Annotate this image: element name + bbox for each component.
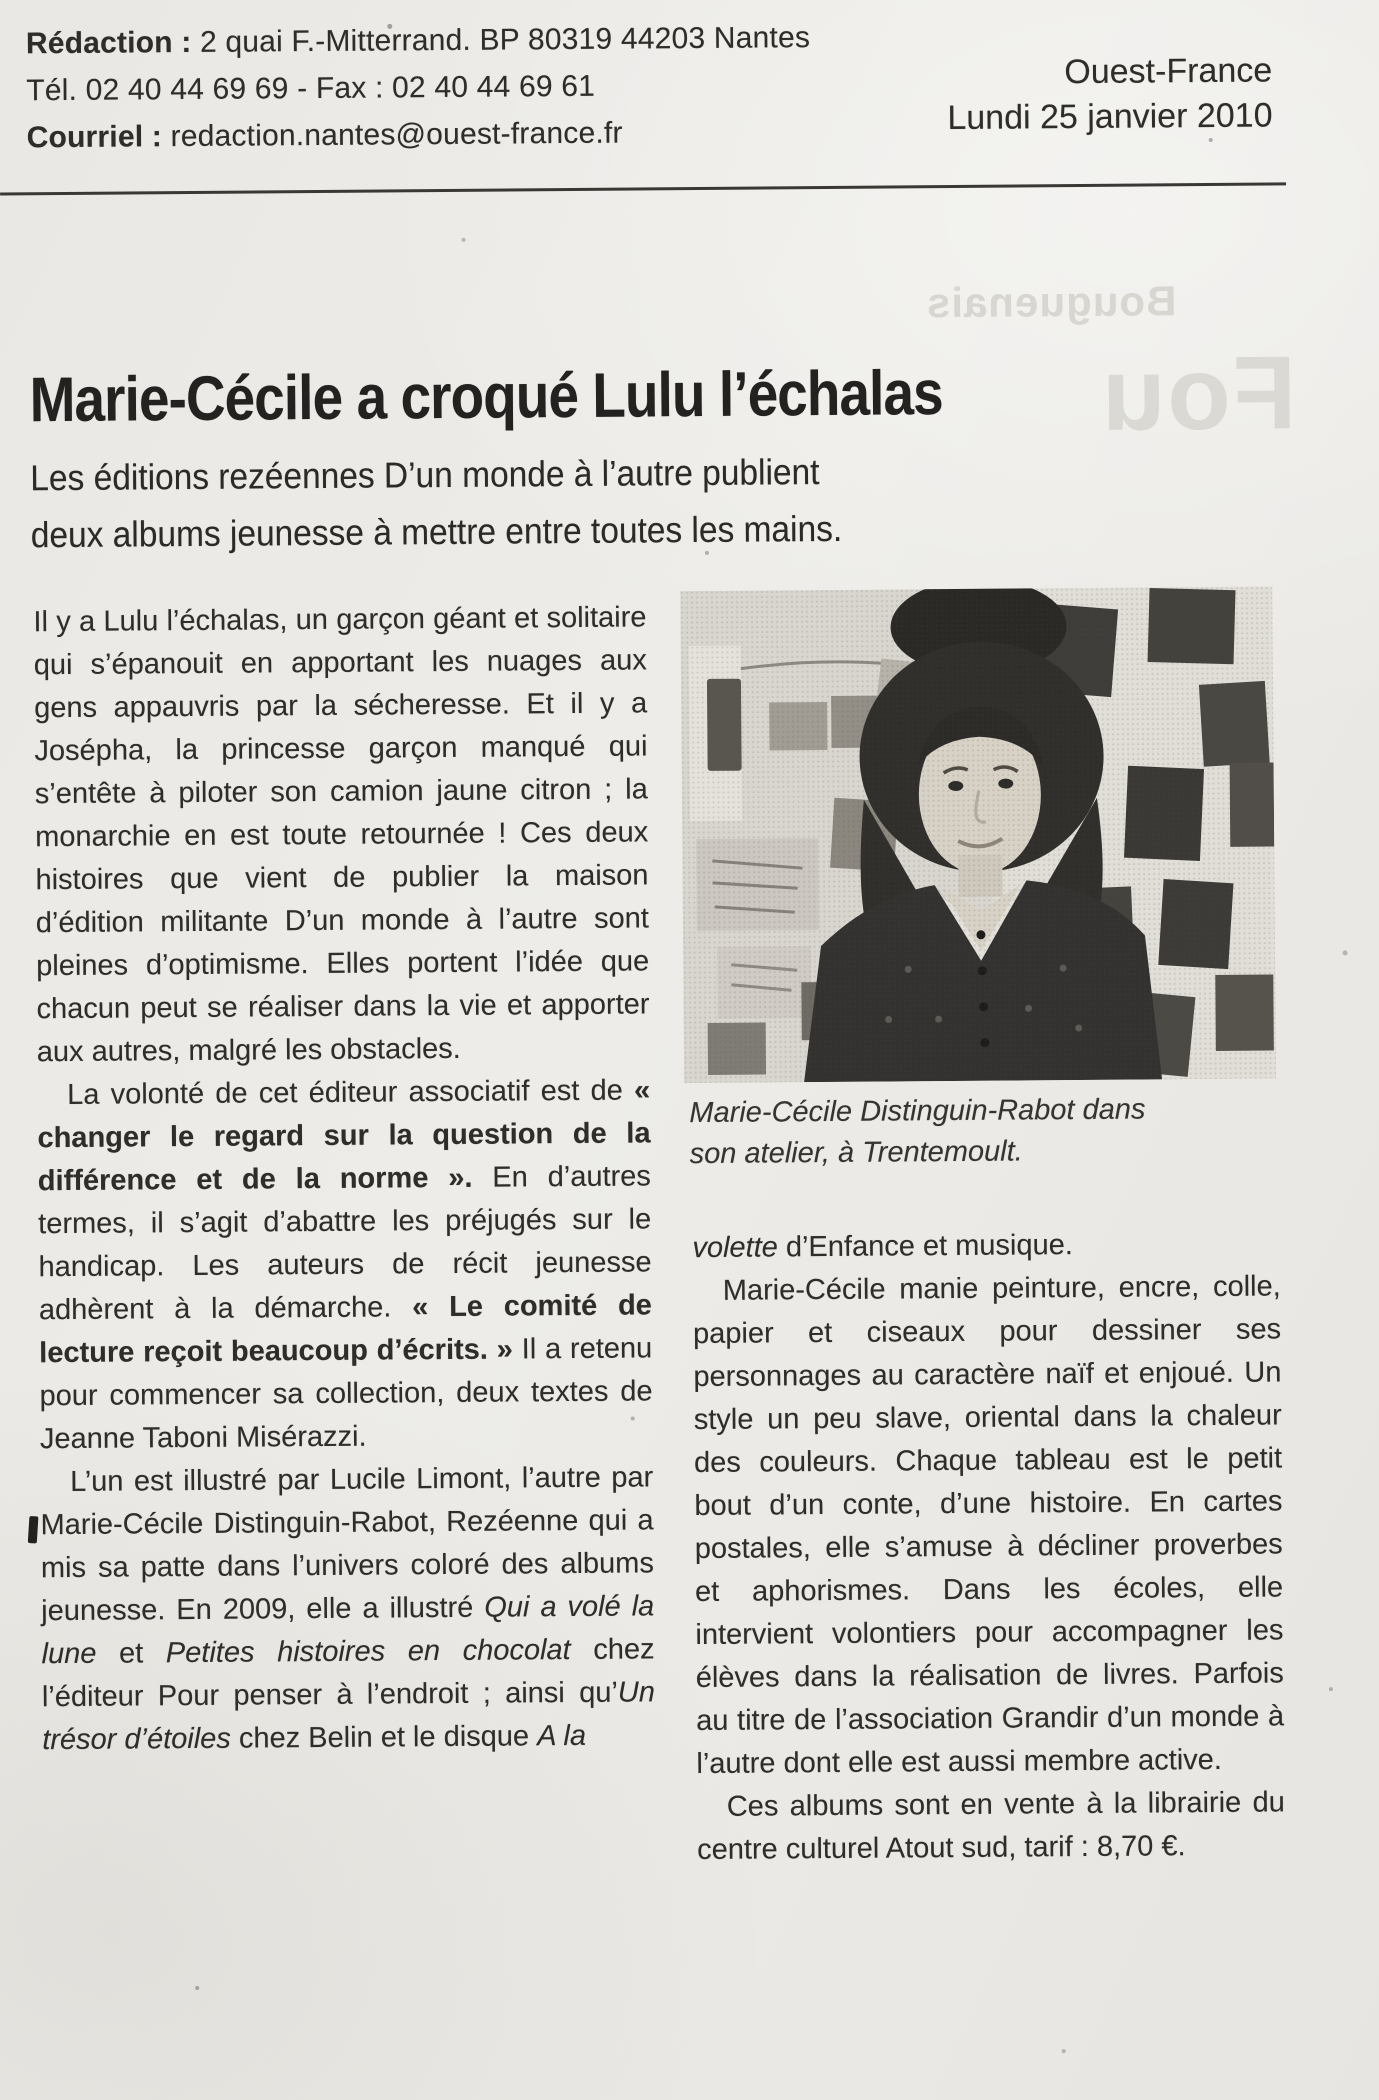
header-divider [0,182,1286,195]
text-segment: Il a retenu pour commencer sa collection, deux textes de Jeanne Taboni Misérazzi. [39,1332,653,1456]
text-segment: Marie-Cécile manie peinture, encre, colle, papier et ciseaux pour dessiner ses personnages au caractère naïf et enjoué. Un style un peu slave, oriental dans la chaleur des couleurs. Chaque tableau est le petit bout d’un conte, d’une histoire. En cartes postales, elle s’amuse à décliner proverbes et aphorismes. Dans les écoles, elle intervient volontiers pour accompagner les élèves dans la réalisation de livres. Parfois au titre de l’association Grandir d’un monde à l’autre dont elle est aussi membre active. [692,1270,1285,1781]
paragraph [697,1781,1286,1872]
text-segment: et [96,1637,166,1670]
photo-halftone-overlay [680,586,1276,1083]
masthead-name: Ouest-France [1064,51,1273,92]
text-segment: d’Enfance et musique. [777,1229,1073,1264]
text-segment: L’un est illustré par Lucile Limont, l’autre par Marie-Cécile Distinguin-Rabot, Rezéenne qui a mis sa patte dans l’univers coloré des albums jeunesse. En 2009, elle a illustré [40,1461,655,1628]
right-column [692,1222,1285,1872]
text-segment: chez Belin et le disque [230,1720,538,1755]
masthead-block [947,48,1273,141]
tel-fax-line: Tél. 02 40 44 69 69 - Fax : 02 40 44 69 61 [26,69,596,108]
text-segment: « Le comité de lecture reçoit beaucoup d’écrits. » [39,1289,652,1370]
text-segment: Petites histoires en chocolat [165,1634,571,1670]
paragraph [40,1456,655,1762]
paragraph [33,596,650,1074]
bleedthrough-text-large: Fou [1099,335,1297,453]
issue-date: Lundi 25 janvier 2010 [947,96,1273,138]
courriel-label: Courriel : [26,120,163,155]
article-standfirst: Les éditions rezéennes D’un monde à l’autre publient deux albums jeunesse à mettre entre toutes les mains. [30,451,843,556]
paragraph [37,1069,653,1461]
paragraph [693,1265,1285,1786]
article-photo [680,586,1276,1083]
photo-illustration [680,586,1276,1083]
redaction-block [26,14,811,161]
text-segment: Ces albums sont en vente à la librairie du centre culturel Atout sud, tarif : 8,70 €. [697,1786,1285,1867]
text-segment: Qui a volé la lune [41,1590,655,1671]
text-segment: A la [537,1719,587,1753]
text-segment: En d’autres termes, il s’agit d’abattre les préjugés sur le handicap. Les auteurs de récit jeunesse adhèrent à la démarche. [38,1160,652,1327]
redaction-label: Rédaction : [25,25,192,61]
text-segment: Un trésor d’étoiles [42,1676,656,1757]
paragraph [692,1222,1280,1270]
text-segment: volette [692,1231,778,1265]
courriel-line [26,108,811,161]
redaction-address: 2 quai F.-Mitterrand. BP 80319 44203 Nantes [191,21,811,59]
text-segment: « changer le regard sur la question de la différence et de la norme ». [37,1074,651,1198]
article-headline: Marie-Cécile a croqué Lulu l’échalas [29,358,943,436]
photo-caption: Marie-Cécile Distinguin-Rabot dans son atelier, à Trentemoult. [689,1093,1146,1171]
scan-ink-mark [28,1516,39,1544]
text-segment: chez l’éditeur Pour penser à l’endroit ; ainsi qu’ [41,1633,655,1714]
paper-speckles [0,0,1,2]
redaction-line [26,14,811,67]
text-segment: Il y a Lulu l’échalas, un garçon géant et solitaire qui s’épanouit en apportant les nuages aux gens appauvris par la sécheresse. Et il y a Josépha, la princesse garçon manqué qui s’entête à piloter son camion jaune citron ; la monarchie en est toute retournée ! Ces deux histoires que vient de publier la maison d’édition militante D’un monde à l’autre sont pleines d’optimisme. Elles portent l’idée que chacun peut se réaliser dans la vie et apporter aux autres, malgré les obstacles. [33,601,650,1069]
text-segment: La volonté de cet éditeur associatif est de [67,1074,635,1111]
left-column [33,596,655,1762]
bleedthrough-text-small: Bouguenais [925,277,1177,327]
courriel-address: redaction.nantes@ouest-france.fr [161,116,623,154]
